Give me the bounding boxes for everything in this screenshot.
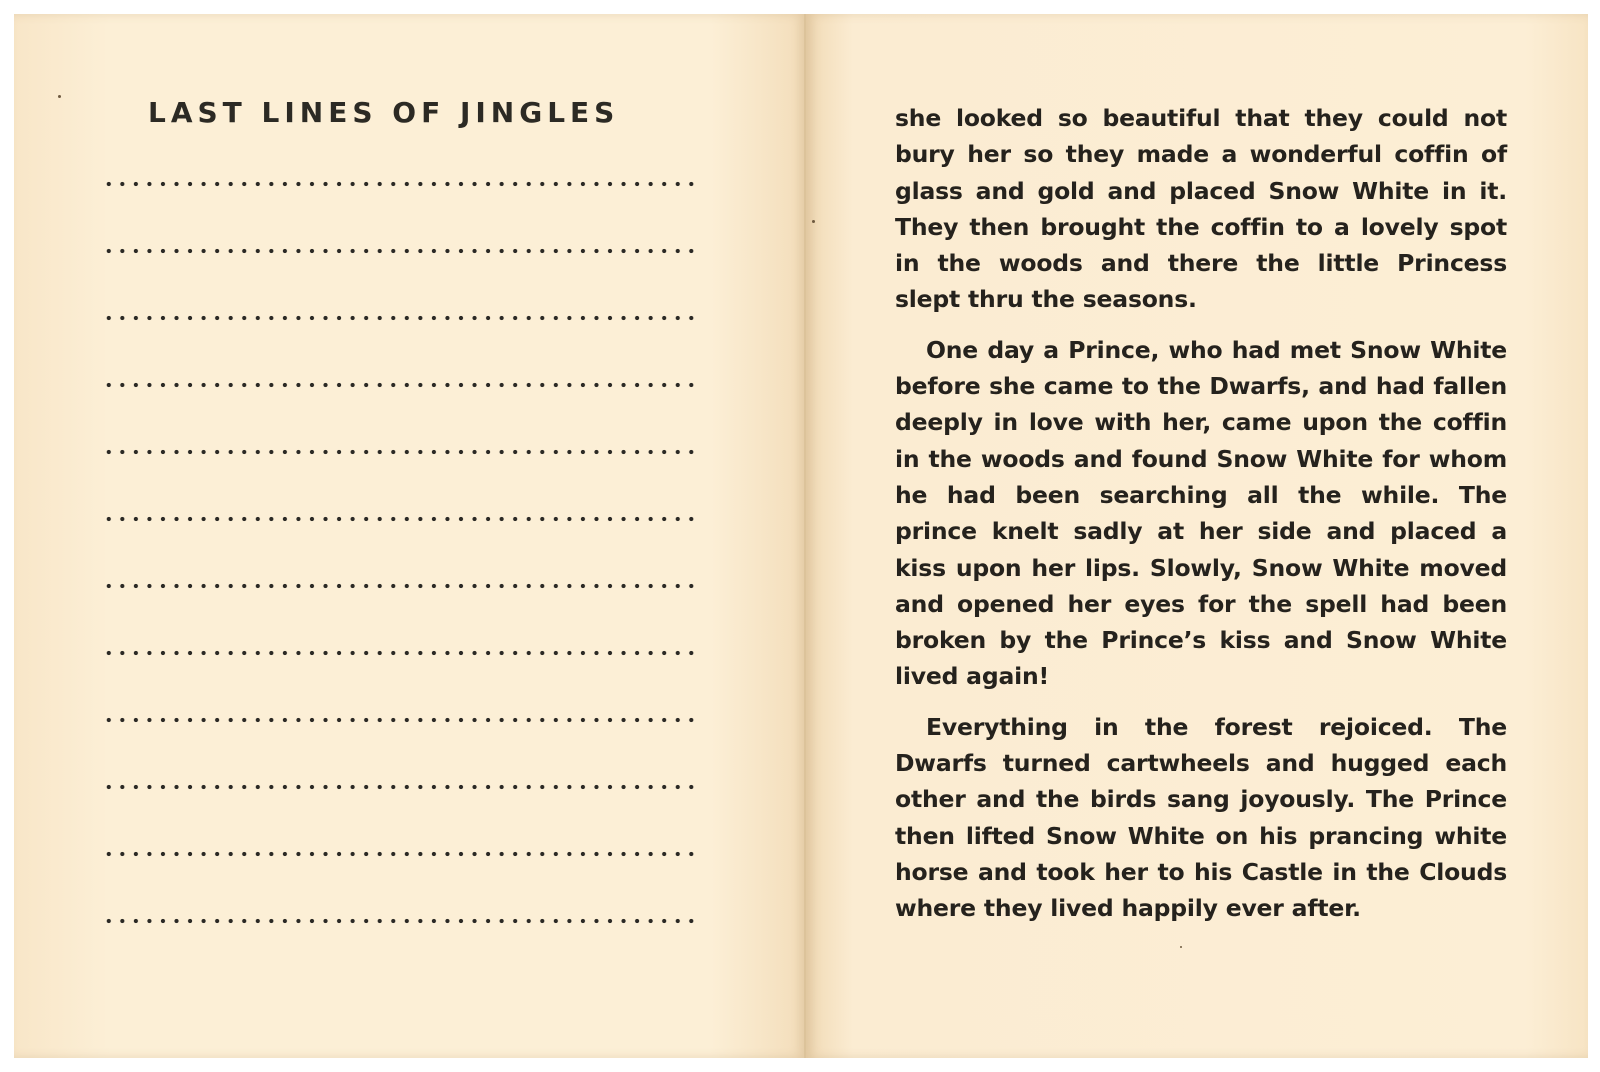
story-paragraph-2: One day a Prince, who had met Snow White before she came to the Dwarfs, and had fallen deeply in love with her, came upon the coffin in the woods and found Snow White for whom he had been searching all the while. The prince knelt sadly at her side and placed a kiss upon her lips. Slowly, Snow White moved and opened her eyes for the spell had been broken by the Prince’s kiss and Snow White lived again! — [895, 335, 1507, 691]
blank-line-3 — [102, 312, 702, 324]
story-text — [895, 100, 1507, 941]
blank-line-5 — [102, 446, 702, 458]
jingle-blank-lines — [102, 178, 702, 982]
blank-line-7 — [102, 580, 702, 592]
blank-line-12 — [102, 915, 702, 927]
blank-line-6 — [102, 513, 702, 525]
blank-line-10 — [102, 781, 702, 793]
blank-line-2 — [102, 245, 702, 257]
blank-line-11 — [102, 848, 702, 860]
page-heading: LAST LINES OF JINGLES — [148, 96, 620, 129]
paper-speck — [812, 220, 815, 223]
story-paragraph-1: she looked so beautiful that they could not bury her so they made a wonderful coffin of glass and gold and placed Snow White in it. They then brought the coffin to a lovely spot in the woods and there the little Princess slept thru the seasons. — [895, 104, 1507, 314]
story-paragraph-3: Everything in the forest rejoiced. The Dwarfs turned cartwheels and hugged each other and the birds sang joyously. The Prince then lifted Snow White on his prancing white horse and took her to his Castle in the Clouds where they lived happily ever after. — [895, 712, 1507, 923]
paper-speck — [1180, 946, 1182, 948]
blank-line-1 — [102, 178, 702, 190]
paper-speck — [58, 95, 61, 98]
blank-line-4 — [102, 379, 702, 391]
blank-line-9 — [102, 714, 702, 726]
blank-line-8 — [102, 647, 702, 659]
